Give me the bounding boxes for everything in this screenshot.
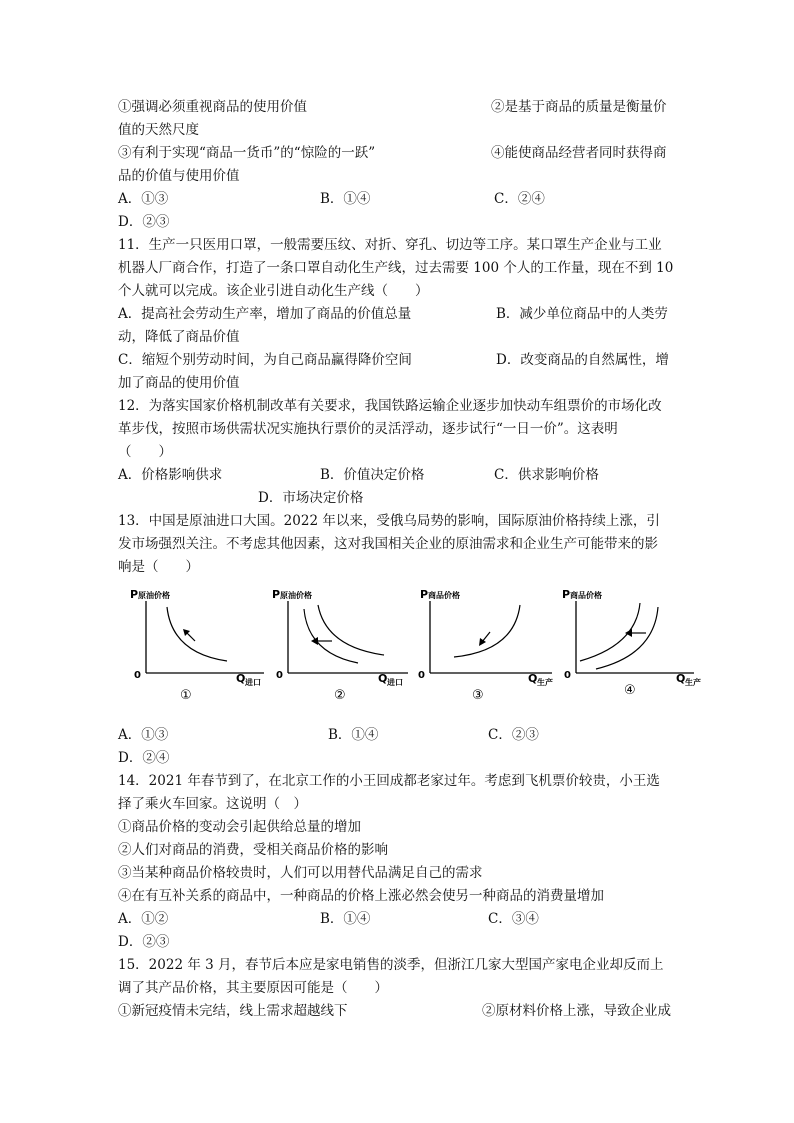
graph-1-demand-curve: [167, 607, 227, 661]
graph-3-p-label: P: [420, 588, 429, 601]
q12-stem-line-2: 革步伐，按照市场供需状况实施执行票价的灵活浮动，逐步试行“一日一价”。这表明: [118, 421, 618, 437]
q15-stem-line-1: 15．2022 年 3 月，春节后本应是家电销售的淡季，但浙江几家大型国产家电企业却反而上: [118, 957, 664, 973]
q13-stem-line-2: 发市场强烈关注。不考虑其他因素，这对我国相关企业的原油需求和企业生产可能带来的影: [118, 536, 658, 552]
graph-3-supply-curve: [454, 605, 520, 657]
graph-1-p-label: P: [130, 588, 139, 601]
q15-statement-1: ①新冠疫情未完结，线上需求超越线下: [118, 1003, 348, 1019]
graph-3-number: ③: [472, 688, 484, 703]
graph-4-p-label: P: [562, 588, 571, 601]
q15-stem-line-2: 调了其产品价格，其主要原因可能是（ ）: [118, 980, 388, 996]
q11-option-b-cont: 动，降低了商品价值: [118, 329, 240, 345]
q11-stem-line-1: 11．生产一只医用口罩，一般需要压纹、对折、穿孔、切边等工序。某口罩生产企业与工业: [118, 237, 662, 253]
q11-option-d[interactable]: D．改变商品的自然属性，增: [496, 352, 669, 368]
q10-statement-3: ③有利于实现“商品一货币”的“惊险的一跃”: [118, 145, 376, 161]
q14-stem-line-2: 择了乘火车回家。这说明（ ）: [118, 796, 307, 812]
graph-1-q-label: Q: [236, 672, 246, 685]
graph-1-origin: 0: [134, 670, 141, 681]
q13-option-c[interactable]: C．②③: [488, 727, 539, 743]
graph-2-number: ②: [334, 688, 346, 703]
q14-option-c[interactable]: C．③④: [488, 911, 539, 927]
graph-3-q-label: Q: [528, 672, 538, 685]
q14-option-d[interactable]: D．②③: [118, 934, 170, 950]
graph-4-p-sub: 商品价格: [570, 591, 602, 600]
q13-stem-line-3: 响是（ ）: [118, 559, 199, 575]
q10-option-a[interactable]: A．①③: [118, 191, 169, 207]
q10-statement-4-cont: 品的价值与使用价值: [118, 168, 240, 184]
q11-option-d-cont: 加了商品的使用价值: [118, 375, 240, 391]
q14-stem-line-1: 14．2021 年春节到了，在北京工作的小王回成都老家过年。考虑到飞机票价较贵，小王选: [118, 773, 660, 789]
q10-statement-2-cont: 值的天然尺度: [118, 122, 199, 138]
q13-option-b[interactable]: B．①④: [328, 727, 379, 743]
q11-stem-line-3: 个人就可以完成。该企业引进自动化生产线（ ）: [118, 283, 429, 299]
q13-graph-4: [556, 585, 716, 707]
q14-option-b[interactable]: B．①④: [320, 911, 371, 927]
graph-2-p-sub: 原油价格: [280, 591, 312, 600]
q12-stem-line-1: 12．为落实国家价格机制改革有关要求，我国铁路运输企业逐步加快动车组票价的市场化改: [118, 398, 662, 414]
graph-3-q-sub: 生产: [537, 678, 553, 687]
q14-statement-4: ④在有互补关系的商品中，一种商品的价格上涨必然会使另一种商品的消费量增加: [118, 888, 604, 904]
graph-2-p-label: P: [272, 588, 281, 601]
q13-graph-1: [124, 585, 274, 707]
graph-1-p-sub: 原油价格: [138, 591, 170, 600]
graph-2-demand-curve-1: [304, 609, 358, 663]
graph-2-demand-curve-2: [318, 605, 384, 655]
graph-4-q-sub: 生产: [685, 678, 701, 687]
graph-4-origin: 0: [564, 670, 571, 681]
q14-statement-2: ②人们对商品的消费，受相关商品价格的影响: [118, 842, 388, 858]
graph-1-number: ①: [180, 688, 192, 703]
q13-option-a[interactable]: A．①③: [118, 727, 169, 743]
q12-option-b[interactable]: B．价值决定价格: [320, 467, 425, 483]
q12-stem-line-3: （ ）: [118, 444, 172, 460]
q12-option-a[interactable]: A．价格影响供求: [118, 467, 223, 483]
q13-graph-2: [266, 585, 416, 707]
q10-option-b[interactable]: B．①④: [320, 191, 371, 207]
graph-2-q-sub: 进口: [387, 678, 403, 687]
q13-option-d[interactable]: D．②④: [118, 750, 170, 766]
q10-statement-4: ④能使商品经营者同时获得商: [491, 145, 667, 161]
graph-2-origin: 0: [276, 670, 283, 681]
q10-option-c[interactable]: C．②④: [494, 191, 545, 207]
q11-option-c[interactable]: C．缩短个别劳动时间，为自己商品赢得降价空间: [118, 352, 412, 368]
graph-2-q-label: Q: [378, 672, 388, 685]
q15-statement-2: ②原材料价格上涨，导致企业成: [482, 1003, 671, 1019]
q10-statement-2: ②是基于商品的质量是衡量价: [491, 99, 667, 115]
q14-statement-3: ③当某种商品价格较贵时，人们可以用替代品满足自己的需求: [118, 865, 483, 881]
q13-graph-3: [414, 585, 564, 707]
graph-1-q-sub: 进口: [245, 678, 261, 687]
graph-3-origin: 0: [418, 670, 425, 681]
q14-statement-1: ①商品价格的变动会引起供给总量的增加: [118, 819, 361, 835]
q11-option-b[interactable]: B．减少单位商品中的人类劳: [496, 306, 668, 322]
graph-4-q-label: Q: [676, 672, 686, 685]
q13-stem-line-1: 13．中国是原油进口大国。2022 年以来，受俄乌局势的影响，国际原油价格持续上涨，引: [118, 513, 660, 529]
q10-statement-1: ①强调必须重视商品的使用价值: [118, 99, 307, 115]
graph-4-number: ④: [624, 683, 636, 698]
q12-option-c[interactable]: C．供求影响价格: [494, 467, 599, 483]
q12-option-d[interactable]: D．市场决定价格: [258, 490, 364, 506]
q14-option-a[interactable]: A．①②: [118, 911, 169, 927]
q11-option-a[interactable]: A．提高社会劳动生产率，增加了商品的价值总量: [118, 306, 412, 322]
graph-4-supply-curve-2: [596, 607, 658, 669]
q11-stem-line-2: 机器人厂商合作，打造了一条口罩自动化生产线，过去需要 100 个人的工作量，现在不到 10: [118, 260, 674, 276]
q10-option-d[interactable]: D．②③: [118, 214, 170, 230]
graph-3-p-sub: 商品价格: [428, 591, 460, 600]
